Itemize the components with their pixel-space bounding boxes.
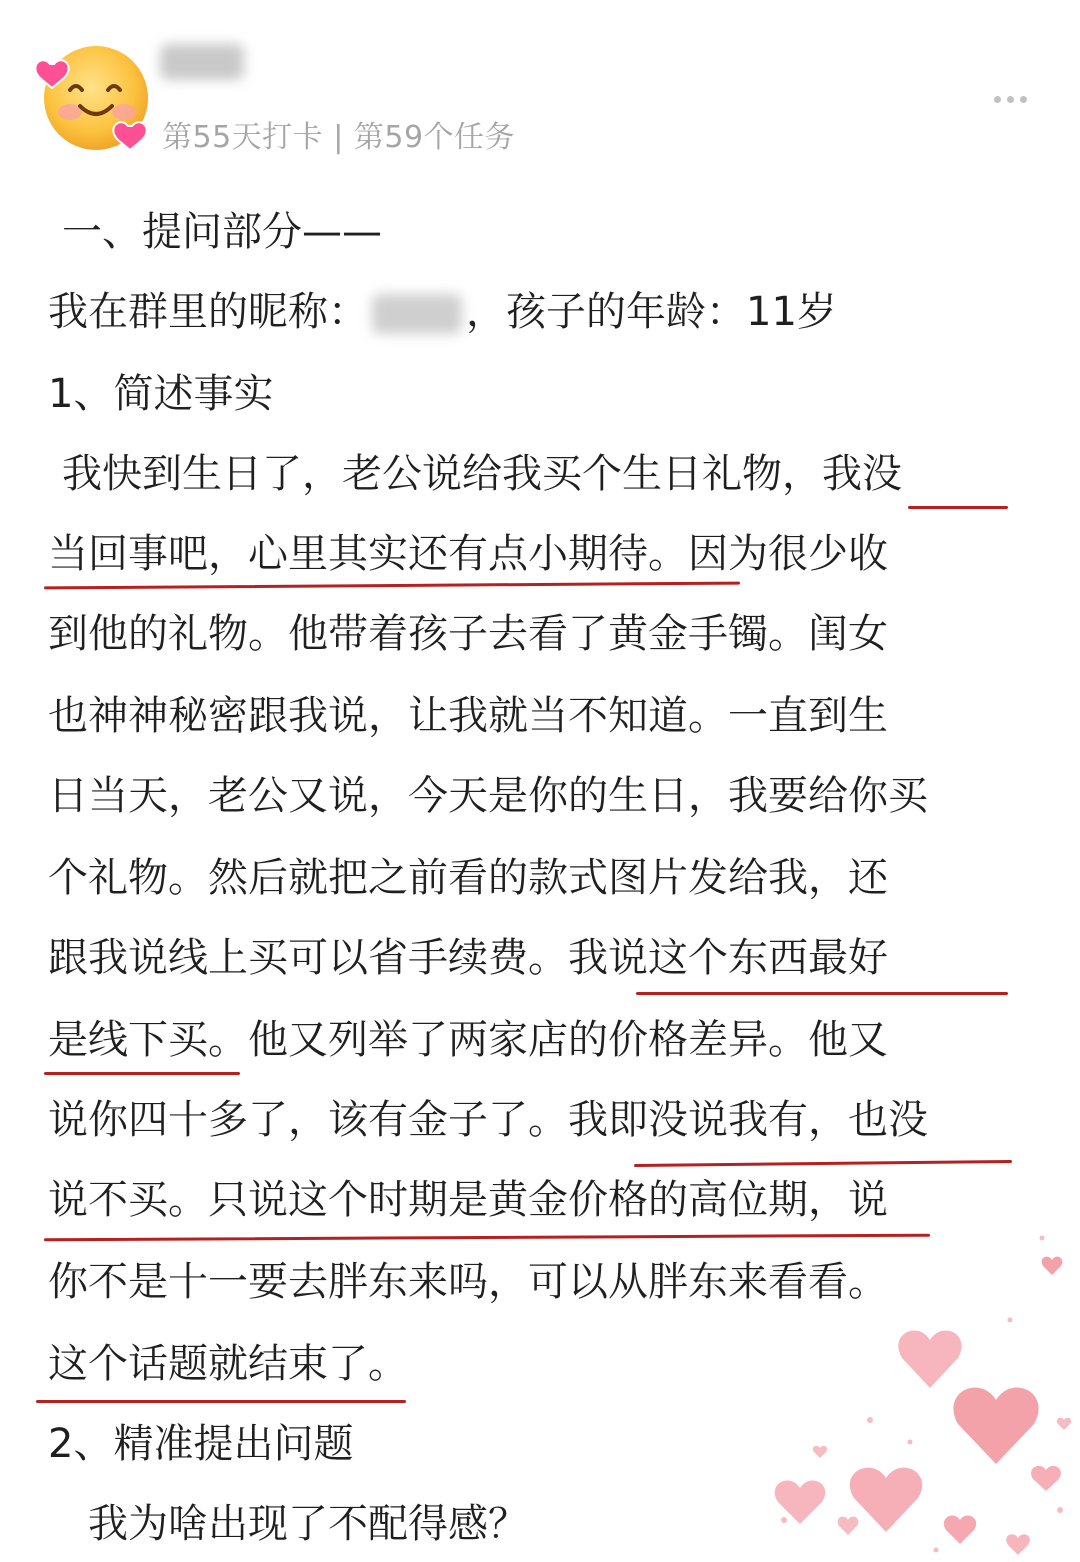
- body-line: 日当天，老公又说，今天是你的生日，我要给你买: [48, 773, 928, 819]
- handdrawn-underline: [634, 1160, 1012, 1167]
- handdrawn-underline: [44, 1072, 240, 1075]
- nickname-label: 我在群里的昵称：: [48, 289, 368, 335]
- body-line: 说你四十多了，该有金子了。我即没说我有，也没: [48, 1097, 928, 1143]
- body-line: 我快到生日了，老公说给我买个生日礼物，我没: [62, 451, 902, 497]
- checkin-meta: 第55天打卡 | 第59个任务: [162, 120, 516, 155]
- body-line: 是线下买。他又列举了两家店的价格差异。他又: [48, 1017, 888, 1063]
- body-line: 这个话题就结束了。: [48, 1341, 408, 1387]
- subheading-question: 2、精准提出问题: [48, 1421, 354, 1467]
- handdrawn-underline: [36, 1400, 406, 1403]
- more-icon[interactable]: [988, 90, 1032, 110]
- section-title: 一、提问部分——: [62, 209, 382, 255]
- nickname-blurred: [372, 294, 462, 334]
- body-line: 也神神秘密跟我说，让我就当不知道。一直到生: [48, 693, 888, 739]
- avatar[interactable]: [36, 40, 166, 160]
- nickname-line: [48, 284, 837, 340]
- body-line: 说不买。只说这个时期是黄金价格的高位期，说: [48, 1177, 888, 1223]
- username[interactable]: [160, 44, 244, 80]
- child-age: ，孩子的年龄：11岁: [466, 289, 837, 335]
- question-text: 我为啥出现了不配得感？: [88, 1501, 528, 1547]
- body-line: 跟我说线上买可以省手续费。我说这个东西最好: [48, 935, 888, 981]
- body-line: 到他的礼物。他带着孩子去看了黄金手镯。闺女: [48, 611, 888, 657]
- hearts-sticker: [760, 1220, 1080, 1558]
- body-line: 个礼物。然后就把之前看的款式图片发给我，还: [48, 855, 888, 901]
- post-header: [0, 0, 1080, 170]
- body-line: 当回事吧，心里其实还有点小期待。因为很少收: [48, 531, 888, 577]
- handdrawn-underline: [908, 506, 1008, 509]
- handdrawn-underline: [44, 582, 740, 590]
- handdrawn-underline: [636, 992, 1008, 995]
- subheading-facts: 1、简述事实: [48, 371, 274, 417]
- body-line: 你不是十一要去胖东来吗，可以从胖东来看看。: [48, 1259, 888, 1305]
